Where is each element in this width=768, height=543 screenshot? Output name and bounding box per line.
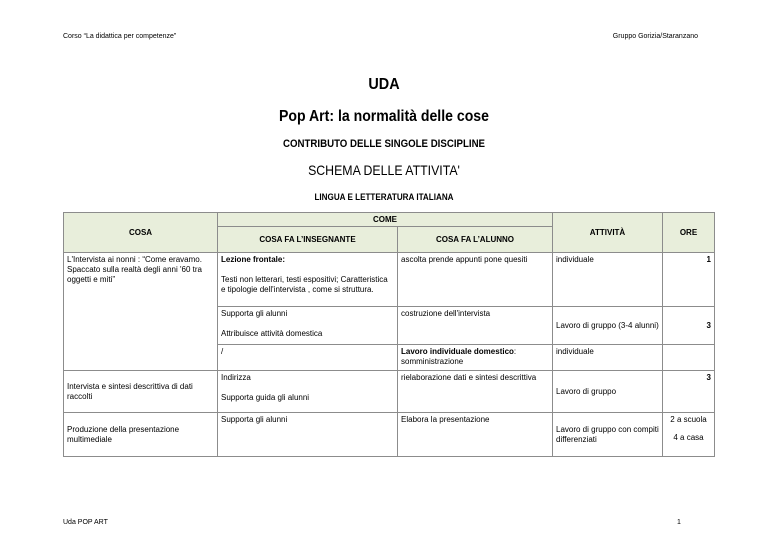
cell-alunno: ascolta prende appunti pone quesiti <box>398 253 553 307</box>
activities-table <box>63 212 715 457</box>
cell-insegnante <box>218 253 398 307</box>
cell-attivita: Lavoro di gruppo <box>553 371 663 413</box>
doc-title-uda: UDA <box>368 76 400 93</box>
cell-ore: 3 <box>663 307 715 345</box>
cell-alunno: Elabora la presentazione <box>398 413 553 457</box>
col-header-ore: ORE <box>663 213 715 253</box>
cell-alunno: rielaborazione dati e sintesi descrittiva <box>398 371 553 413</box>
ins-supporta-guida: Supporta guida gli alunni <box>221 393 310 402</box>
ins-indirizza: Indirizza <box>221 373 251 382</box>
lezione-frontale-text: Testi non letterari, testi espositivi; Caratteristica e tipologie dell'intervista , come si struttura. <box>221 275 388 294</box>
table-header-row <box>64 213 715 227</box>
cell-cosa-presentazione: Produzione della presentazione multimediale <box>64 413 218 457</box>
cell-cosa-sintesi: Intervista e sintesi descrittiva di dati raccolti <box>64 371 218 413</box>
ore-scuola: 2 a scuola <box>670 415 707 424</box>
cell-attivita: Lavoro di gruppo con compiti differenziati <box>553 413 663 457</box>
doc-subtitle-contributo: CONTRIBUTO DELLE SINGOLE DISCIPLINE <box>282 138 486 150</box>
header-group: Gruppo Gorizia/Staranzano <box>612 33 698 40</box>
cell-attivita: individuale <box>553 345 663 371</box>
cell-cosa-intervista-nonni: L'Intervista ai nonni : “Come eravamo. Spaccato sulla realtà degli anni '60 tra oggetti e miti” <box>64 253 218 371</box>
cell-insegnante: Supporta gli alunni <box>218 413 398 457</box>
cell-insegnante <box>218 371 398 413</box>
footer-doc-name: Uda POP ART <box>63 519 108 526</box>
cell-alunno <box>398 345 553 371</box>
cell-attivita: individuale <box>553 253 663 307</box>
cell-ore: 1 <box>663 253 715 307</box>
cell-ore: 3 <box>663 371 715 413</box>
cell-ore <box>663 413 715 457</box>
lavoro-domestico-label: Lavoro individuale domestico <box>401 347 514 356</box>
header-course: Corso “La didattica per competenze” <box>63 33 177 40</box>
col-header-come: COME <box>218 213 553 227</box>
cell-attivita: Lavoro di gruppo (3-4 alunni) <box>553 307 663 345</box>
cell-ore-empty <box>663 345 715 371</box>
ins-supporta: Supporta gli alunni <box>221 309 288 318</box>
col-header-attivita: ATTIVITÀ <box>553 213 663 253</box>
cell-alunno: costruzione dell'intervista <box>398 307 553 345</box>
cell-insegnante: / <box>218 345 398 371</box>
col-header-alunno: COSA FA L’ALUNNO <box>398 227 553 253</box>
lavoro-domestico-text: : somministrazione <box>401 347 517 366</box>
col-header-cosa: COSA <box>64 213 218 253</box>
table-row <box>64 413 715 457</box>
ore-casa: 4 a casa <box>673 433 704 442</box>
ins-attribuisce: Attribuisce attività domestica <box>221 329 323 338</box>
doc-title-name: Pop Art: la normalità delle cose <box>279 108 489 125</box>
doc-subtitle-schema: SCHEMA DELLE ATTIVITA' <box>308 162 460 178</box>
table-row <box>64 371 715 413</box>
footer-page-number: 1 <box>677 519 681 526</box>
doc-subject: LINGUA E LETTERATURA ITALIANA <box>314 192 454 202</box>
lezione-frontale-label: Lezione frontale: <box>221 255 286 264</box>
table-row <box>64 253 715 307</box>
cell-insegnante <box>218 307 398 345</box>
col-header-insegnante: COSA FA L’INSEGNANTE <box>218 227 398 253</box>
